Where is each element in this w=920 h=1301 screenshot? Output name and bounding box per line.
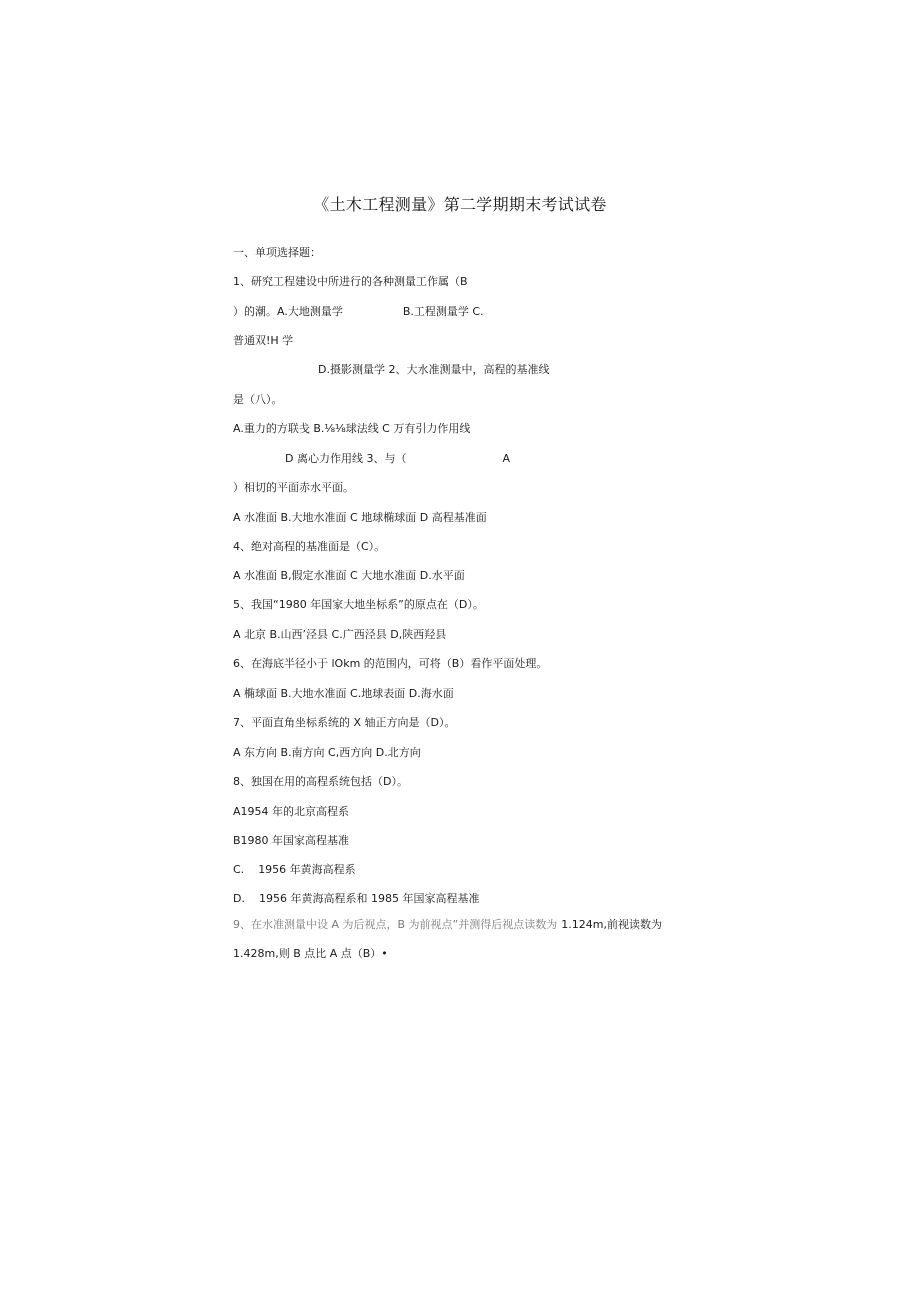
text-line-22 (233, 892, 479, 906)
text-line-20: B1980 年国家高程基准 (233, 834, 350, 847)
text-line-14: 6、在海底半径小于 lOkm 的范围内，可将（B）看作平面处理。 (233, 657, 548, 670)
text-line-23-part-b: 1.124m,前视读数为 (561, 918, 662, 931)
text-line-3: 普通双!H 学 (233, 334, 294, 347)
text-line-4: D.摄影测量学 2、大水准测量中，高程的基准线 (318, 363, 550, 376)
text-line-7 (285, 452, 510, 466)
text-line-7-part-b: A (502, 452, 510, 465)
text-line-17: A 东方向 B.南方向 C,西方向 D.北方向 (233, 746, 421, 759)
text-line-21-part-a: C. (233, 863, 245, 876)
text-line-7-part-a: D 离心力作用线 3、与（ (285, 452, 407, 465)
text-line-2 (233, 305, 484, 319)
text-line-21-part-b: 1956 年黄海高程系 (258, 863, 356, 876)
text-line-24: 1.428m,则 B 点比 A 点（B）• (233, 947, 388, 960)
text-line-16: 7、平面直角坐标系统的 X 轴正方向是（D）。 (233, 716, 456, 729)
text-line-12: 5、我国“1980 年国家大地坐标系”的原点在（D）。 (233, 598, 484, 611)
text-line-5: 是（八）。 (233, 393, 283, 406)
text-line-19: A1954 年的北京高程系 (233, 805, 350, 818)
text-line-6: A.重力的方联戋 B.⅛⅛球法线 C 万有引力作用线 (233, 422, 471, 435)
text-line-15: A 椭球面 B.大地水准面 C.地球表面 D.海水面 (233, 687, 454, 700)
text-line-21 (233, 863, 356, 877)
text-line-13: A 北京 B.山西’泾县 C.广西泾县 D,陕西羟县 (233, 628, 447, 641)
exam-title: 《土木工程测量》第二学期期末考试试卷 (313, 195, 607, 214)
text-line-11: A 水准面 B,假定水准面 C 大地水准面 D.水平面 (233, 569, 465, 582)
text-line-2-part-b: B.工程测量学 C. (402, 305, 484, 318)
text-line-22-part-a: D. (233, 892, 245, 905)
text-line-10: 4、绝对高程的基准面是（C）。 (233, 540, 386, 553)
text-line-9: A 水准面 B.大地水准面 C 地球椭球面 D 高程基准面 (233, 511, 487, 524)
text-line-8: ）相切的平面赤水平面。 (233, 481, 354, 494)
text-line-2-part-a: ）的潮。A.大地测量学 (233, 305, 343, 318)
text-line-23 (233, 918, 662, 932)
text-line-22-part-b: 1956 年黄海高程系和 1985 年国家高程基准 (258, 892, 480, 905)
text-line-18: 8、独国在用的高程系统包括（D）。 (233, 775, 408, 788)
text-line-23-part-a: 9、在水准测量中设 A 为后视点，B 为前视点”并测得后视点读数为 (233, 918, 558, 931)
text-line-1: 1、研究工程建设中所进行的各种测量工作属（B (233, 275, 468, 288)
section-heading: 一、单项选择题： (233, 246, 321, 259)
